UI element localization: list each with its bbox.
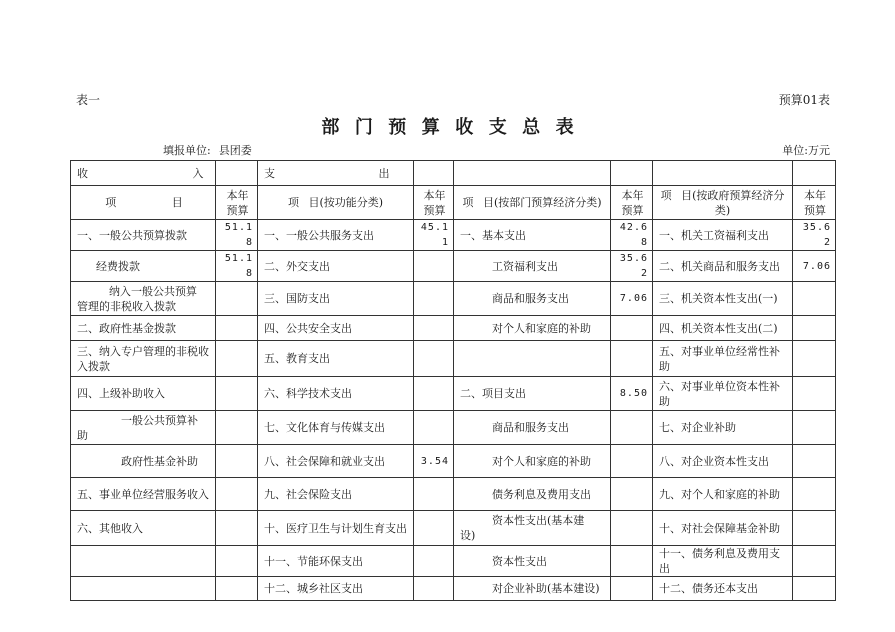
form-code-label: 预算01表 — [778, 93, 830, 107]
gov-econ-item-cell: 三、机关资本性支出(一) — [653, 282, 793, 316]
income-amount-header: 本年预算 — [216, 186, 258, 220]
income-item-header: 项 目 — [71, 186, 216, 220]
dept-econ-amount-cell — [611, 478, 653, 511]
income-amount-cell — [216, 445, 258, 478]
empty-cell — [454, 161, 611, 186]
table-row — [71, 220, 836, 251]
function-amount-cell: 45.11 — [414, 220, 454, 251]
dept-econ-item-cell: 对个人和家庭的补助 — [454, 445, 611, 478]
function-item-cell: 十一、节能环保支出 — [258, 546, 414, 577]
table-row — [71, 478, 836, 511]
function-item-cell: 四、公共安全支出 — [258, 316, 414, 341]
function-amount-cell — [414, 478, 454, 511]
dept-econ-item-cell: 债务利息及费用支出 — [454, 478, 611, 511]
income-amount-cell — [216, 511, 258, 546]
gov-econ-amount-cell — [793, 316, 836, 341]
dept-econ-item-cell: 二、项目支出 — [454, 377, 611, 411]
function-item-cell: 五、教育支出 — [258, 341, 414, 377]
dept-econ-item-cell: 一、基本支出 — [454, 220, 611, 251]
gov-econ-item-cell: 五、对事业单位经常性补助 — [653, 341, 793, 377]
empty-cell — [611, 161, 653, 186]
gov-econ-item-cell: 一、机关工资福利支出 — [653, 220, 793, 251]
table-row — [71, 445, 836, 478]
dept-econ-amount-header: 本年预算 — [611, 186, 653, 220]
dept-econ-item-header: 项 目(按部门预算经济分类) — [454, 186, 611, 220]
dept-econ-item-cell — [454, 341, 611, 377]
filler-value: 县团委 — [218, 144, 252, 157]
function-amount-cell — [414, 546, 454, 577]
income-amount-cell — [216, 577, 258, 601]
table-number-label: 表一 — [76, 93, 101, 107]
dept-econ-amount-cell: 35.62 — [611, 251, 653, 282]
function-item-cell: 七、文化体育与传媒支出 — [258, 411, 414, 445]
dept-econ-amount-cell — [611, 546, 653, 577]
function-item-cell: 十二、城乡社区支出 — [258, 577, 414, 601]
dept-econ-amount-cell: 7.06 — [611, 282, 653, 316]
table-row — [71, 341, 836, 377]
budget-summary-table — [70, 160, 836, 601]
income-group-header: 收 入 — [71, 161, 216, 186]
income-item-cell: 二、政府性基金拨款 — [71, 316, 216, 341]
dept-econ-item-cell: 商品和服务支出 — [454, 411, 611, 445]
function-item-header: 项 目(按功能分类) — [258, 186, 414, 220]
income-item-cell — [71, 546, 216, 577]
empty-cell — [216, 161, 258, 186]
gov-econ-amount-cell — [793, 411, 836, 445]
group-header-row — [71, 161, 836, 186]
gov-econ-amount-cell — [793, 478, 836, 511]
table-row — [71, 251, 836, 282]
dept-econ-amount-cell — [611, 411, 653, 445]
filler-unit-line — [163, 144, 252, 158]
table-row — [71, 316, 836, 341]
gov-econ-item-cell: 十、对社会保障基金补助 — [653, 511, 793, 546]
function-item-cell: 九、社会保险支出 — [258, 478, 414, 511]
income-item-cell: 四、上级补助收入 — [71, 377, 216, 411]
table-row — [71, 377, 836, 411]
dept-econ-amount-cell — [611, 316, 653, 341]
gov-econ-item-cell: 十二、债务还本支出 — [653, 577, 793, 601]
gov-econ-item-cell: 六、对事业单位资本性补助 — [653, 377, 793, 411]
income-amount-cell — [216, 282, 258, 316]
table-row — [71, 577, 836, 601]
dept-econ-item-cell: 对个人和家庭的补助 — [454, 316, 611, 341]
dept-econ-item-cell: 资本性支出(基本建设) — [454, 511, 611, 546]
function-amount-cell — [414, 411, 454, 445]
gov-econ-amount-cell — [793, 282, 836, 316]
gov-econ-amount-cell — [793, 341, 836, 377]
income-amount-cell — [216, 546, 258, 577]
income-amount-cell — [216, 478, 258, 511]
function-item-cell: 一、一般公共服务支出 — [258, 220, 414, 251]
empty-cell — [414, 161, 454, 186]
gov-econ-amount-cell — [793, 546, 836, 577]
gov-econ-item-cell: 七、对企业补助 — [653, 411, 793, 445]
dept-econ-item-cell: 商品和服务支出 — [454, 282, 611, 316]
expense-group-header: 支 出 — [258, 161, 414, 186]
function-amount-cell — [414, 251, 454, 282]
dept-econ-item-cell: 对企业补助(基本建设) — [454, 577, 611, 601]
table-row — [71, 546, 836, 577]
gov-econ-amount-cell: 35.62 — [793, 220, 836, 251]
empty-cell — [653, 161, 793, 186]
income-item-cell: 三、纳入专户管理的非税收入拨款 — [71, 341, 216, 377]
income-amount-cell — [216, 341, 258, 377]
function-item-cell: 三、国防支出 — [258, 282, 414, 316]
function-item-cell: 二、外交支出 — [258, 251, 414, 282]
filler-label: 填报单位: — [163, 144, 211, 157]
function-amount-cell — [414, 511, 454, 546]
dept-econ-amount-cell: 8.50 — [611, 377, 653, 411]
function-amount-cell — [414, 282, 454, 316]
gov-econ-item-cell: 九、对个人和家庭的补助 — [653, 478, 793, 511]
income-item-cell: 五、事业单位经营服务收入 — [71, 478, 216, 511]
dept-econ-item-cell: 工资福利支出 — [454, 251, 611, 282]
function-amount-cell — [414, 316, 454, 341]
gov-econ-item-cell: 八、对企业资本性支出 — [653, 445, 793, 478]
income-item-cell: 政府性基金补助 — [71, 445, 216, 478]
table-row — [71, 411, 836, 445]
table-row — [71, 282, 836, 316]
dept-econ-amount-cell: 42.68 — [611, 220, 653, 251]
dept-econ-amount-cell — [611, 341, 653, 377]
income-item-cell: 六、其他收入 — [71, 511, 216, 546]
function-amount-cell — [414, 377, 454, 411]
function-amount-cell: 3.54 — [414, 445, 454, 478]
income-item-cell: 一、一般公共预算拨款 — [71, 220, 216, 251]
gov-econ-item-cell: 十一、债务利息及费用支出 — [653, 546, 793, 577]
dept-econ-item-cell: 资本性支出 — [454, 546, 611, 577]
function-amount-cell — [414, 341, 454, 377]
dept-econ-amount-cell — [611, 511, 653, 546]
function-amount-cell — [414, 577, 454, 601]
income-amount-cell — [216, 411, 258, 445]
income-item-cell: 经费拨款 — [71, 251, 216, 282]
income-item-cell: 一般公共预算补助 — [71, 411, 216, 445]
gov-econ-amount-cell: 7.06 — [793, 251, 836, 282]
dept-econ-amount-cell — [611, 445, 653, 478]
gov-econ-amount-cell — [793, 511, 836, 546]
income-item-cell — [71, 577, 216, 601]
column-header-row — [71, 186, 836, 220]
income-amount-cell — [216, 316, 258, 341]
table-row — [71, 511, 836, 546]
currency-unit-label: 单位:万元 — [782, 144, 830, 157]
income-item-cell: 纳入一般公共预算管理的非税收入拨款 — [71, 282, 216, 316]
gov-econ-amount-cell — [793, 577, 836, 601]
gov-econ-amount-header: 本年预算 — [793, 186, 836, 220]
function-item-cell: 八、社会保障和就业支出 — [258, 445, 414, 478]
gov-econ-item-cell: 二、机关商品和服务支出 — [653, 251, 793, 282]
empty-cell — [793, 161, 836, 186]
page-title: 部 门 预 算 收 支 总 表 — [321, 117, 579, 138]
income-amount-cell: 51.18 — [216, 220, 258, 251]
gov-econ-item-cell: 四、机关资本性支出(二) — [653, 316, 793, 341]
dept-econ-amount-cell — [611, 577, 653, 601]
income-amount-cell: 51.18 — [216, 251, 258, 282]
income-amount-cell — [216, 377, 258, 411]
function-item-cell: 十、医疗卫生与计划生育支出 — [258, 511, 414, 546]
gov-econ-item-header: 项 目(按政府预算经济分类) — [653, 186, 793, 220]
function-amount-header: 本年预算 — [414, 186, 454, 220]
gov-econ-amount-cell — [793, 445, 836, 478]
function-item-cell: 六、科学技术支出 — [258, 377, 414, 411]
gov-econ-amount-cell — [793, 377, 836, 411]
